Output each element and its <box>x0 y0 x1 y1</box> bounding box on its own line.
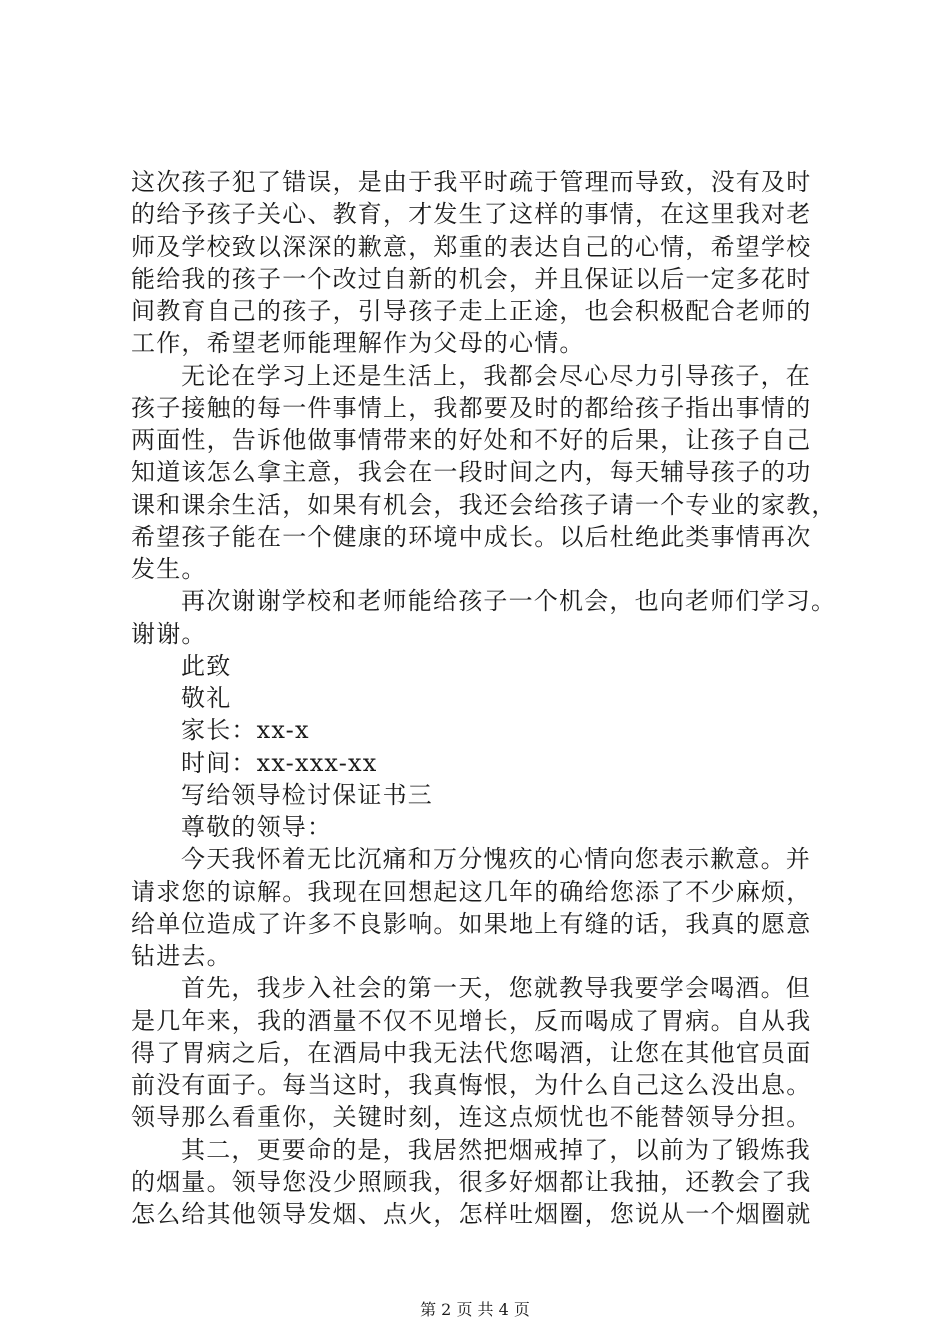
text-line: 钻进去。 <box>131 942 232 970</box>
text-line: 课和课余生活，如果有机会，我还会给孩子请一个专业的家教， <box>131 490 837 519</box>
text-line: 是几年来，我的酒量不仅不见增长，反而喝成了胃病。自从我 <box>131 1006 812 1035</box>
text-line: 今天我怀着无比沉痛和万分愧疚的心情向您表示歉意。并 <box>181 845 811 874</box>
text-line: 谢谢。 <box>131 619 207 648</box>
text-line: 时间：xx-xxx-xx <box>181 748 378 777</box>
text-line: 两面性，告诉他做事情带来的好处和不好的后果，让孩子自己 <box>131 426 812 454</box>
text-line: 首先，我步入社会的第一天，您就教导我要学会喝酒。但 <box>181 974 811 1003</box>
text-line: 工作，希望老师能理解作为父母的心情。 <box>131 329 585 358</box>
text-line: 师及学校致以深深的歉意，郑重的表达自己的心情，希望学校 <box>131 232 812 261</box>
text-line: 写给领导检讨保证书三 <box>181 780 433 809</box>
text-line: 孩子接触的每一件事情上，我都要及时的都给孩子指出事情的 <box>131 393 812 422</box>
text-line: 发生。 <box>131 555 207 583</box>
text-line: 间教育自己的孩子，引导孩子走上正途，也会积极配合老师的 <box>131 297 812 325</box>
text-line: 这次孩子犯了错误，是由于我平时疏于管理而导致，没有及时 <box>131 168 812 196</box>
document-body <box>131 166 861 1230</box>
text-line: 再次谢谢学校和老师能给孩子一个机会，也向老师们学习。 <box>181 587 837 616</box>
text-line: 的烟量。领导您没少照顾我，很多好烟都让我抽，还教会了我 <box>131 1167 812 1196</box>
text-line: 领导那么看重你，关键时刻，连这点烦忧也不能替领导分担。 <box>131 1103 812 1132</box>
text-line: 给单位造成了许多不良影响。如果地上有缝的话，我真的愿意 <box>131 909 812 938</box>
text-line: 前没有面子。每当这时，我真悔恨，为什么自己这么没出息。 <box>131 1071 812 1099</box>
text-line: 的给予孩子关心、教育，才发生了这样的事情，在这里我对老 <box>131 200 812 229</box>
text-line: 此致 <box>181 651 232 680</box>
text-line: 知道该怎么拿主意，我会在一段时间之内，每天辅导孩子的功 <box>131 458 812 487</box>
text-line: 家长：xx-x <box>181 716 310 745</box>
text-line: 无论在学习上还是生活上，我都会尽心尽力引导孩子，在 <box>181 361 811 390</box>
text-line: 怎么给其他领导发烟、点火，怎样吐烟圈，您说从一个烟圈就 <box>131 1200 812 1228</box>
page-footer: 第 2 页 共 4 页 <box>420 1300 530 1319</box>
text-line: 敬礼 <box>181 684 232 712</box>
text-line: 希望孩子能在一个健康的环境中成长。以后杜绝此类事情再次 <box>131 522 812 551</box>
text-line: 得了胃病之后，在酒局中我无法代您喝酒，让您在其他官员面 <box>131 1038 812 1067</box>
text-line: 其二，更要命的是，我居然把烟戒掉了，以前为了锻炼我 <box>181 1135 811 1164</box>
text-line: 请求您的谅解。我现在回想起这几年的确给您添了不少麻烦， <box>131 877 812 906</box>
text-line: 尊敬的领导： <box>181 813 333 841</box>
text-line: 能给我的孩子一个改过自新的机会，并且保证以后一定多花时 <box>131 264 812 293</box>
